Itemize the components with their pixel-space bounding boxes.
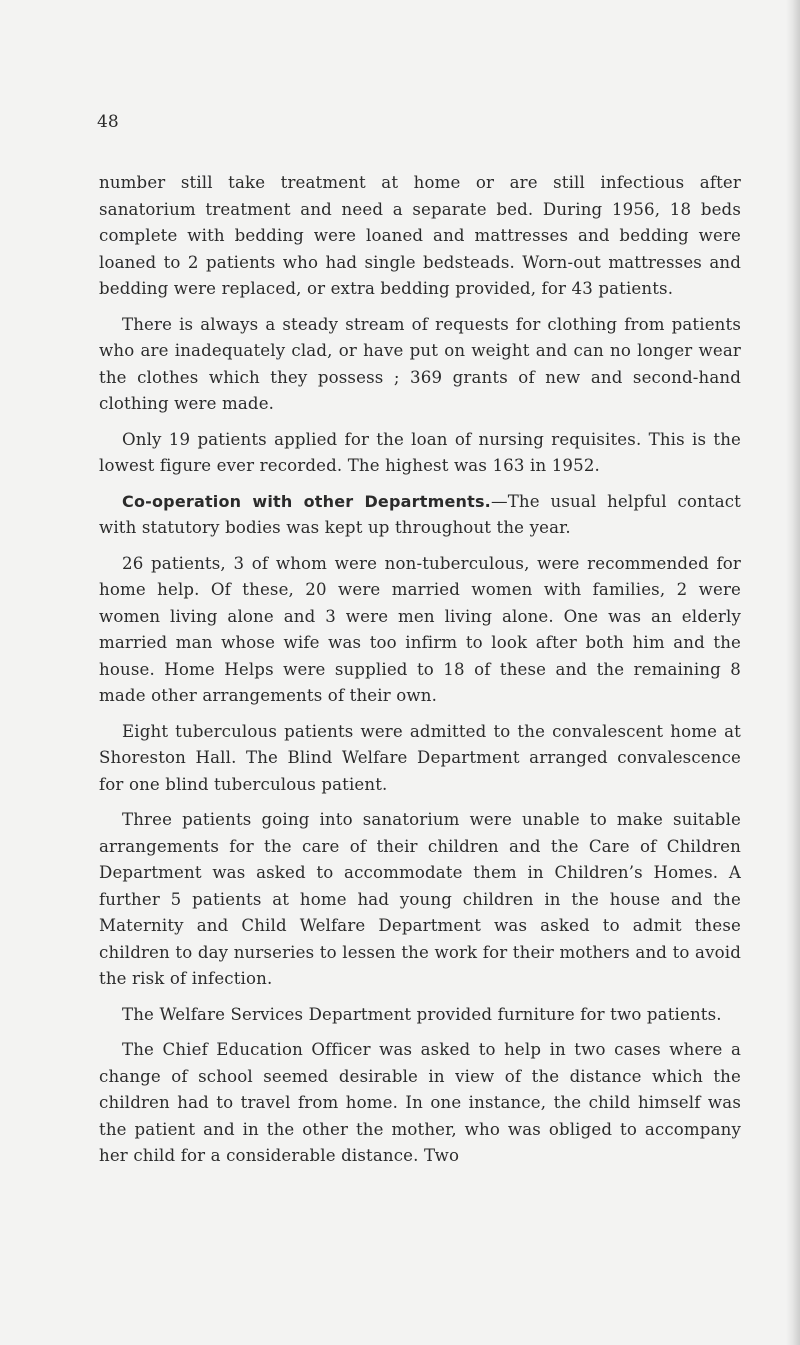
paragraph-9: The Chief Education Officer was asked to help in two cases where a change of school seemed desirable in view of the distance which the children had to travel from home. In one instance, the child himself was the patient and in the other the mother, who was obliged to accompany her child for a considerable distance. Two	[99, 1040, 741, 1165]
paragraph-4-text: —The usual helpful contact with statutory bodies was kept up throughout the year.	[99, 491, 741, 537]
paragraph-3: Only 19 patients applied for the loan of nursing requisites. This is the lowest figure ever recorded. The highest was 163 in 1952.	[99, 429, 741, 475]
paragraph-6: Eight tuberculous patients were admitted to the convalescent home at Shoreston Hall. The Blind Welfare Department arranged convalescence for one blind tuberculous patient.	[99, 721, 741, 794]
page-number: 48	[97, 112, 119, 132]
paragraph-2: There is always a steady stream of requests for clothing from patients who are inadequately clad, or have put on weight and can no longer wear the clothes which they possess ; 369 grants of new and second-hand clothing were made.	[99, 314, 741, 413]
page-edge-shadow	[786, 0, 800, 1345]
paragraph-5: 26 patients, 3 of whom were non-tuberculous, were recommended for home help. Of these, 20 were married women with families, 2 were women living alone and 3 were men living alone. One was an elderly married man whose wife was too infirm to look after both him and the house. Home Helps were supplied to 18 of these and the remaining 8 made other arrangements of their own.	[99, 553, 741, 705]
body-text	[99, 170, 741, 1179]
paragraph-1: number still take treatment at home or are still infectious after sanatorium treatment and need a separate bed. During 1956, 18 beds complete with bedding were loaned and mattresses and bedding were loaned to 2 patients who had single bedsteads. Worn-out mattresses and bedding were replaced, or extra bedding provided, for 43 patients.	[99, 173, 741, 298]
paragraph-8: The Welfare Services Department provided furniture for two patients.	[122, 1004, 722, 1024]
paragraph-4	[99, 489, 741, 542]
paragraph-7: Three patients going into sanatorium were unable to make suitable arrangements for the care of their children and the Care of Children Department was asked to accommodate them in Children’s Homes. A further 5 patients at home had young children in the house and the Maternity and Child Welfare Department was asked to admit these children to day nurseries to lessen the work for their mothers and to avoid the risk of infection.	[99, 810, 741, 988]
section-heading: Co-operation with other Departments.	[122, 491, 491, 511]
